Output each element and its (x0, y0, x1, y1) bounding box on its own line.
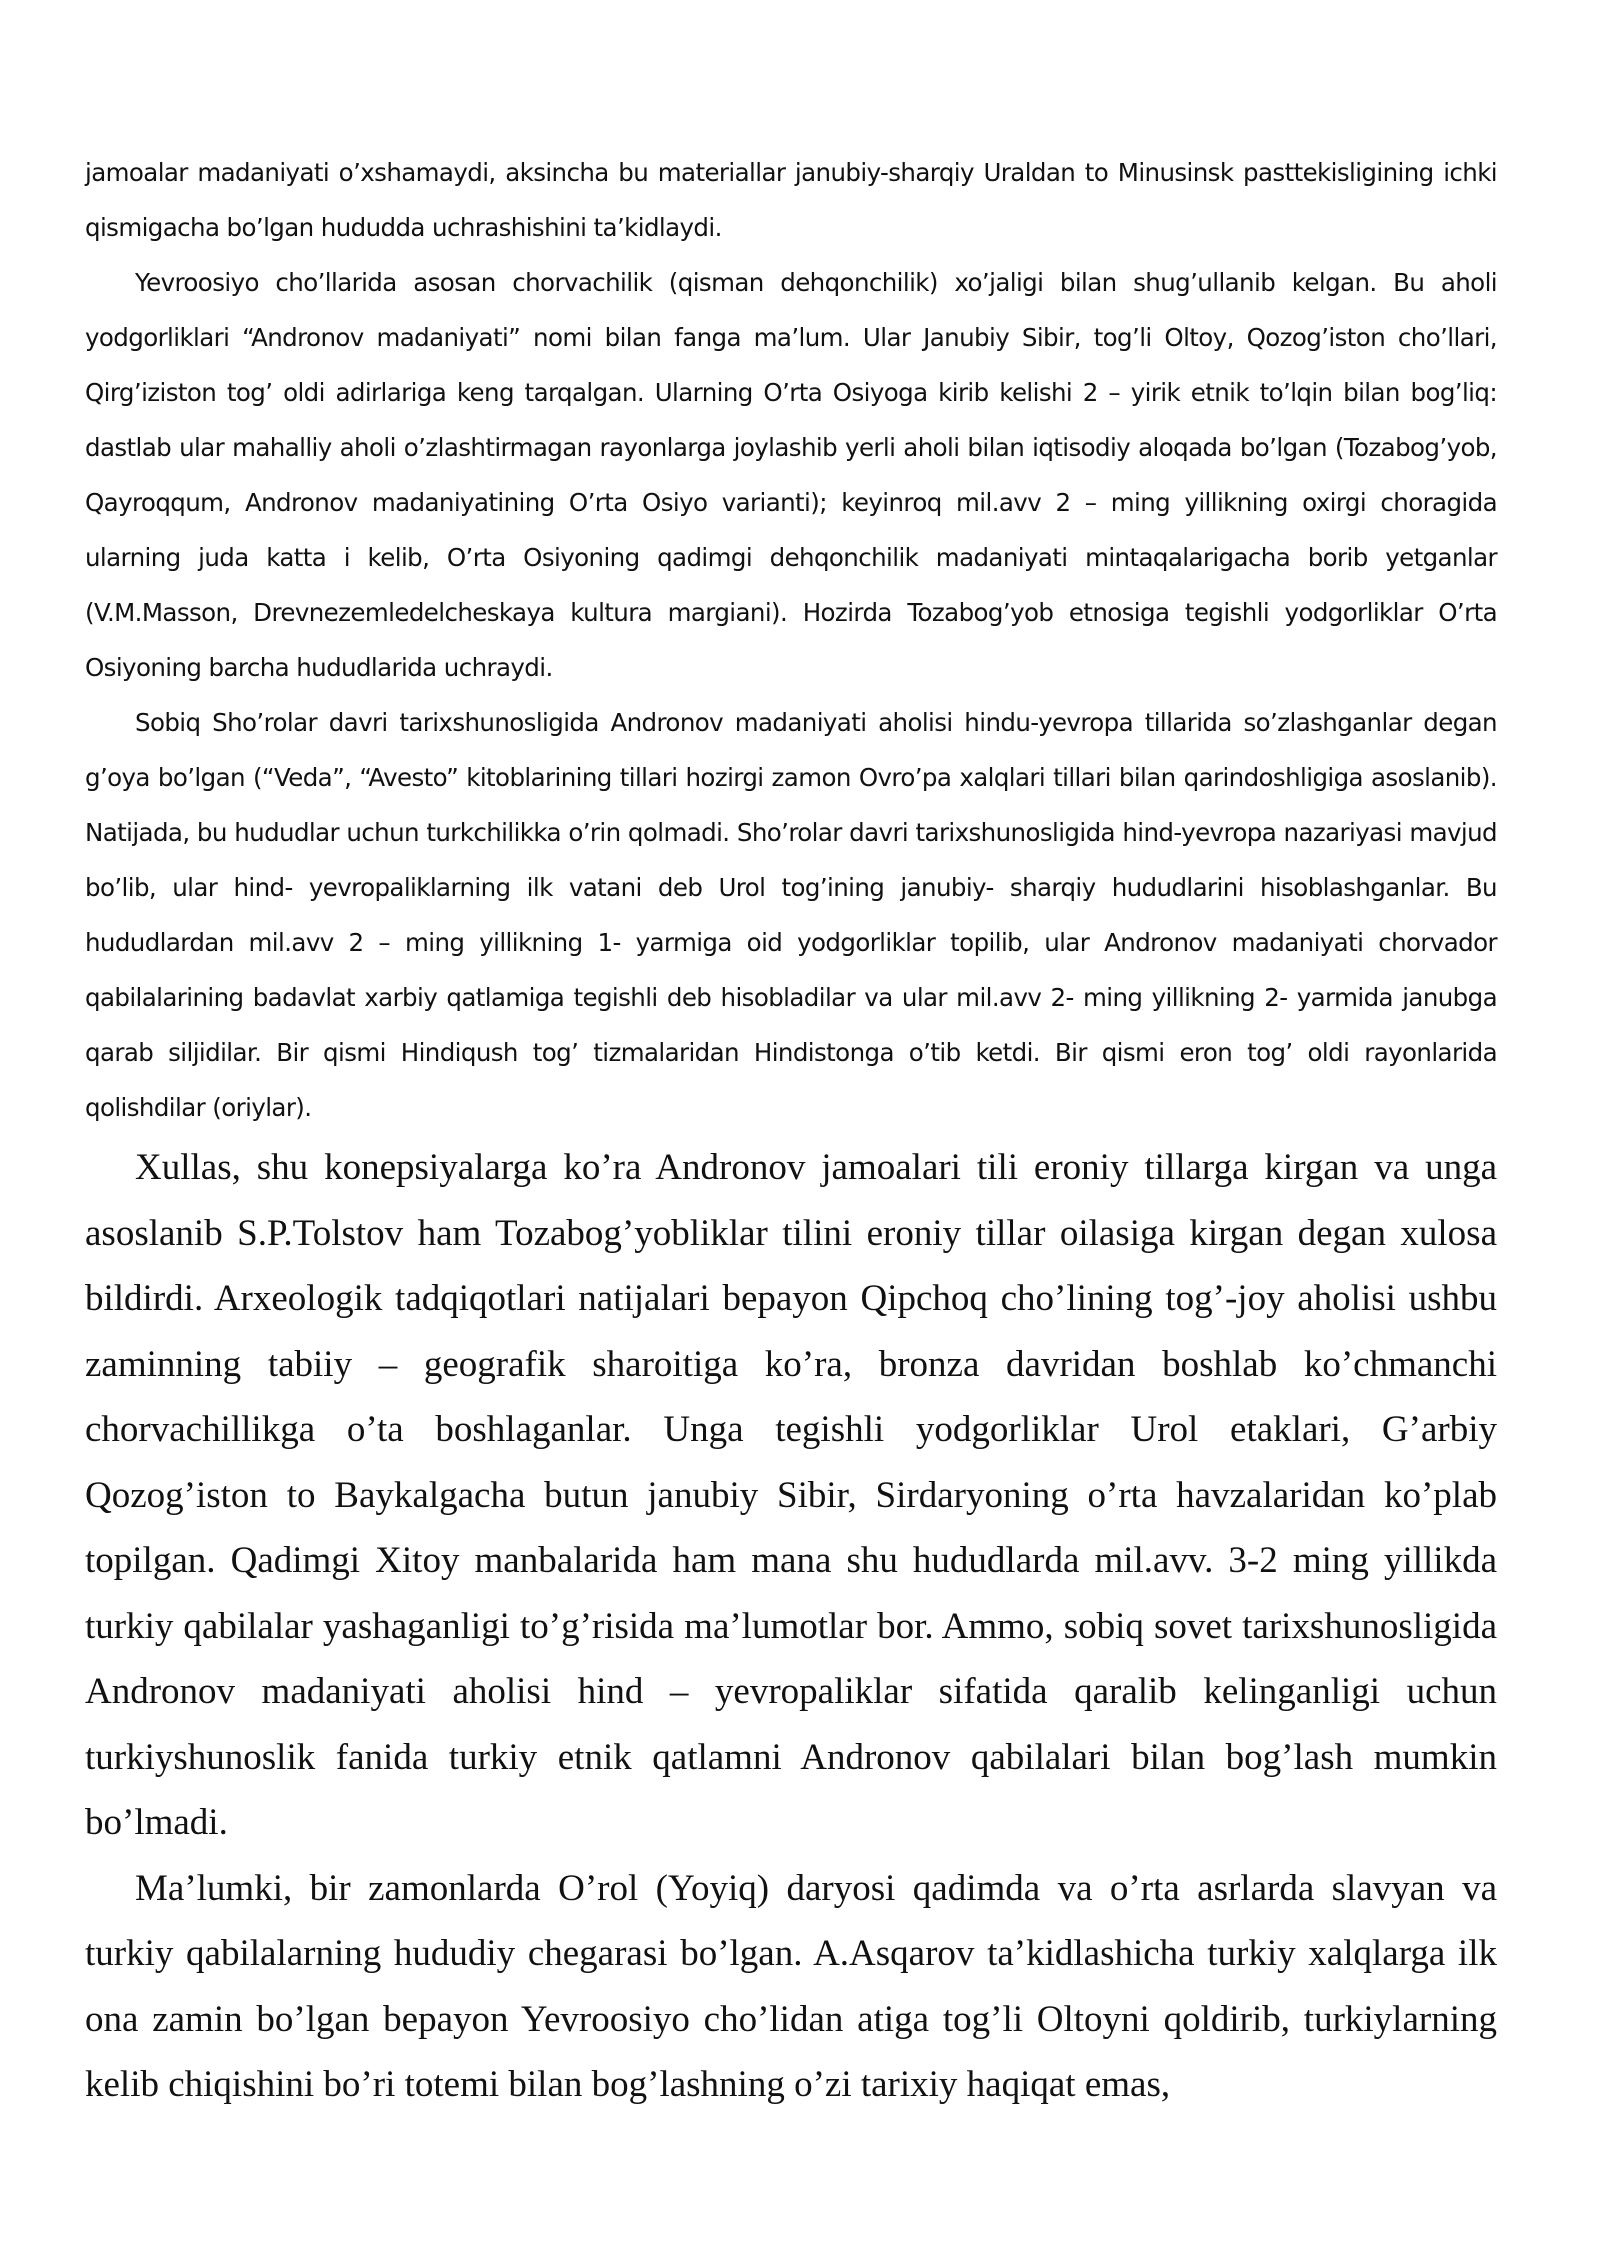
paragraph-4: Xullas, shu konepsiyalarga ko’ra Andronov jamoalari tili eroniy tillarga kirgan va unga asoslanib S.P.Tolstov ham Tozabog’yobliklar tilini eroniy tillar oilasiga kirgan degan xulosa bildirdi. Arxeologik tadqiqotlari natijalari bepayon Qipchoq cho’lining tog’-joy aholisi ushbu zaminning tabiiy – geografik sharoitiga ko’ra, bronza davridan boshlab ko’chmanchi chorvachillikga o’ta boshlaganlar. Unga tegishli yodgorliklar Urol etaklari, G’arbiy Qozog’iston to Baykalgacha butun janubiy Sibir, Sirdaryoning o’rta havzalaridan ko’plab topilgan. Qadimgi Xitoy manbalarida ham mana shu hududlarda mil.avv. 3-2 ming yillikda turkiy qabilalar yashaganligi to’g’risida ma’lumotlar bor. Ammo, sobiq sovet tarixshunosligida Andronov madaniyati aholisi hind – yevropaliklar sifatida qaralib kelinganligi uchun turkiyshunoslik fanida turkiy etnik qatlamni Andronov qabilalari bilan bog’lash mumkin bo’lmadi. (85, 1147, 1497, 1843)
paragraph-2: Yevroosiyo cho’llarida asosan chorvachilik (qisman dehqonchilik) xo’jaligi bilan shug’ullanib kelgan. Bu aholi yodgorliklari “Andronov madaniyati” nomi bilan fanga ma’lum. Ular Janubiy Sibir, tog’li Oltoy, Qozog’iston cho’llari, Qirg’iziston tog’ oldi adirlariga keng tarqalgan. Ularning O’rta Osiyoga kirib kelishi 2 – yirik etnik to’lqin bilan bog’liq: dastlab ular mahalliy aholi o’zlashtirmagan rayonlarga joylashib yerli aholi bilan iqtisodiy aloqada bo’lgan (Tozabog’yob, Qayroqqum, Andronov madaniyatining O’rta Osiyo varianti); keyinroq mil.avv 2 – ming yillikning oxirgi choragida ularning juda katta i kelib, O’rta Osiyoning qadimgi dehqonchilik madaniyati mintaqalarigacha borib yetganlar (V.M.Masson, Drevnezemledelcheskaya kultura margiani). Hozirda Tozabog’yob etnosiga tegishli yodgorliklar O’rta Osiyoning barcha hududlarida uchraydi. (85, 268, 1497, 682)
paragraph-5: Ma’lumki, bir zamonlarda O’rol (Yoyiq) daryosi qadimda va o’rta asrlarda slavyan va turkiy qabilalarning hududiy chegarasi bo’lgan. A.Asqarov ta’kidlashicha turkiy xalqlarga ilk ona zamin bo’lgan bepayon Yevroosiyo cho’lidan atiga tog’li Oltoyni qoldirib, turkiylarning kelib chiqishini bo’ri totemi bilan bog’lashning o’zi tarixiy haqiqat emas, (85, 1867, 1497, 2105)
paragraph-1: jamoalar madaniyati o’xshamaydi, aksincha bu materiallar janubiy-sharqiy Uraldan to Minusinsk pasttekisligining ichki qismigacha bo’lgan hududda uchrashishini ta’kidlaydi. (85, 158, 1497, 242)
document-page (85, 145, 1497, 2118)
paragraph-3: Sobiq Sho’rolar davri tarixshunosligida Andronov madaniyati aholisi hindu-yevropa tillarida so’zlashganlar degan g’oya bo’lgan (“Veda”, “Avesto” kitoblarining tillari hozirgi zamon Ovro’pa xalqlari tillari bilan qarindoshligiga asoslanib). Natijada, bu hududlar uchun turkchilikka o’rin qolmadi. Sho’rolar davri tarixshunosligida hind-yevropa nazariyasi mavjud bo’lib, ular hind- yevropaliklarning ilk vatani deb Urol tog’ining janubiy- sharqiy hududlarini hisoblashganlar. Bu hududlardan mil.avv 2 – ming yillikning 1- yarmiga oid yodgorliklar topilib, ular Andronov madaniyati chorvador qabilalarining badavlat xarbiy qatlamiga tegishli deb hisobladilar va ular mil.avv 2- ming yillikning 2- yarmida janubga qarab siljidilar. Bir qismi Hindiqush tog’ tizmalaridan Hindistonga o’tib ketdi. Bir qismi eron tog’ oldi rayonlarida qolishdilar (oriylar). (85, 708, 1497, 1122)
